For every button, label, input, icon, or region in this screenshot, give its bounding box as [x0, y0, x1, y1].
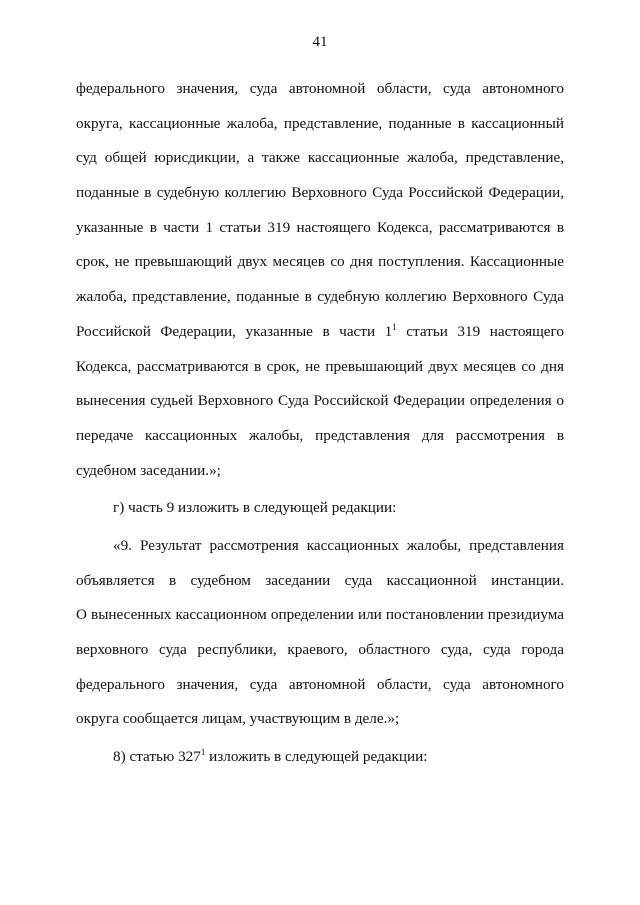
- paragraph-start-line: г) часть 9 изложить в следующей редакции:: [113, 499, 397, 517]
- text-line-with-superscript: [76, 315, 564, 350]
- text-segment: изложить в следующей редакции:: [205, 748, 428, 766]
- paragraph-start-line: «9. Результат рассмотрения кассационных жалобы, представления: [113, 536, 564, 554]
- text-line: поданные в судебную коллегию Верховного Суда Российской Федерации,: [76, 184, 564, 202]
- text-line: О вынесенных кассационном определении или постановлении президиума: [76, 606, 564, 624]
- text-segment: статьи 319 настоящего: [396, 322, 564, 340]
- page-number: 41: [312, 34, 328, 50]
- text-line: объявляется в судебном заседании суда кассационной инстанции.: [76, 571, 564, 589]
- text-line: указанные в части 1 статьи 319 настоящего Кодекса, рассматриваются в: [76, 218, 564, 236]
- superscript: 1: [200, 747, 206, 758]
- superscript: 1: [392, 321, 397, 332]
- text-line: округа сообщается лицам, участвующим в деле.»;: [76, 710, 400, 728]
- text-segment: 8) статью 327: [113, 748, 201, 766]
- text-line: федерального значения, суда автономной области, суда автономного: [76, 80, 564, 97]
- document-body: [76, 72, 564, 775]
- text-line: передаче кассационных жалобы, представления для рассмотрения в: [76, 426, 564, 444]
- text-segment: Российской Федерации, указанные в части 1: [76, 322, 393, 340]
- text-line: срок, не превышающий двух месяцев со дня поступления. Кассационные: [76, 253, 564, 271]
- text-line: жалоба, представление, поданные в судебную коллегию Верховного Суда: [76, 288, 564, 306]
- text-line: суд общей юрисдикции, а также кассационные жалоба, представление,: [76, 149, 564, 167]
- text-line: Кодекса, рассматриваются в срок, не превышающий двух месяцев со дня: [76, 357, 564, 375]
- text-line: округа, кассационные жалоба, представление, поданные в кассационный: [76, 114, 564, 132]
- text-line: верховного суда республики, краевого, областного суда, суда города: [76, 641, 564, 658]
- text-line: судебном заседании.»;: [76, 461, 221, 479]
- text-line: федерального значения, суда автономной области, суда автономного: [76, 675, 564, 693]
- paragraph-start-line-with-superscript: [76, 740, 564, 775]
- text-line: вынесения судьей Верховного Суда Российской Федерации определения о: [76, 392, 564, 410]
